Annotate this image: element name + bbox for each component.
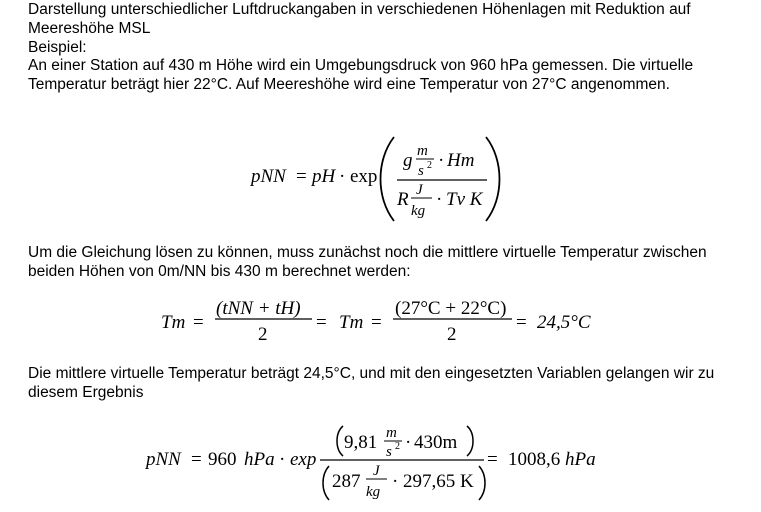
- formula3-unit-s: s: [386, 444, 392, 460]
- den-tv: Tv K: [446, 189, 483, 210]
- right-paren: [486, 137, 500, 221]
- num-hm: Hm: [447, 150, 475, 171]
- formula2-frac2-num: (27°C + 22°C): [395, 298, 507, 319]
- den-r: R: [397, 189, 409, 210]
- den-dot: ·: [436, 189, 443, 210]
- formula3-eq2: =: [487, 449, 498, 470]
- formula3-unit-kg: kg: [366, 484, 381, 500]
- formula1-exp: exp: [350, 166, 378, 187]
- unit-s: s: [418, 163, 424, 179]
- formula2-eq1: =: [193, 312, 204, 333]
- formula3-num-dot: ·: [405, 432, 412, 453]
- formula3-p: 960: [208, 449, 237, 470]
- formula3-eq: =: [191, 449, 202, 470]
- formula2-frac2-den: 2: [447, 324, 457, 345]
- formula3-p-unit: hPa: [244, 449, 275, 470]
- formula3-num-val: 9,81: [344, 432, 378, 453]
- formula3-result-unit: hPa: [565, 449, 596, 470]
- formula2-eq2: =: [316, 312, 327, 333]
- unit-j: J: [416, 182, 423, 198]
- formula3-den-val: 287: [332, 471, 361, 492]
- formula3-den-t: 297,65 K: [403, 471, 474, 492]
- formula2-eq4: =: [516, 312, 527, 333]
- formula1-ph: pH: [312, 166, 336, 187]
- formula1-eq: =: [296, 166, 307, 187]
- formula1-lhs: pNN: [251, 166, 286, 187]
- unit-kg: kg: [411, 203, 426, 219]
- example-label: Beispiel:: [28, 39, 87, 56]
- paragraph-mean-temperature: Um die Gleichung lösen zu können, muss zunächst noch die mittlere virtuelle Temperatur zwischen beiden Höhen von 0m/NN bis 430 m berechnet werden:: [28, 244, 707, 280]
- unit-m: m: [417, 143, 428, 159]
- formula2-frac1-den: 2: [258, 324, 268, 345]
- num-g: g: [403, 150, 413, 171]
- formula3-unit-m: m: [386, 425, 397, 441]
- formula2-frac1-num: (tNN + tH): [216, 298, 301, 319]
- document-title: Darstellung unterschiedlicher Luftdruckangaben in verschiedenen Höhenlagen mit Reduktion auf Meereshöhe MSL: [28, 1, 691, 37]
- formula2-eq3: =: [371, 312, 382, 333]
- formula3-unit-sup2: 2: [395, 441, 400, 452]
- formula3-den-dot: ·: [392, 471, 399, 492]
- formula3-dot: ·: [279, 449, 286, 470]
- formula3-result: 1008,6: [508, 449, 561, 470]
- formula3-unit-j: J: [373, 463, 380, 479]
- formula3-exp: exp: [290, 449, 317, 470]
- formula3-num-h: 430m: [414, 432, 458, 453]
- formula2-lhs: Tm: [161, 312, 186, 333]
- formula-result: [140, 418, 610, 508]
- formula1-fraction: [380, 135, 505, 225]
- formula3-lhs: pNN: [146, 449, 181, 470]
- unit-sup2: 2: [427, 160, 432, 171]
- num-dot: ·: [438, 150, 445, 171]
- formula-mean-temperature: [155, 293, 605, 348]
- formula2-mid: Tm: [339, 312, 364, 333]
- formula2-result: 24,5°C: [537, 312, 591, 333]
- left-paren: [381, 137, 395, 221]
- formula1-dot: ·: [339, 166, 346, 187]
- example-paragraph: An einer Station auf 430 m Höhe wird ein Umgebungsdruck von 960 hPa gemessen. Die virtuelle Temperatur beträgt hier 22°C. Auf Meereshöhe wird eine Temperatur von 27°C angenommen.: [28, 57, 694, 93]
- paragraph-result: Die mittlere virtuelle Temperatur beträgt 24,5°C, und mit den eingesetzten Variablen gelangen wir zu diesem Ergebnis: [28, 365, 715, 401]
